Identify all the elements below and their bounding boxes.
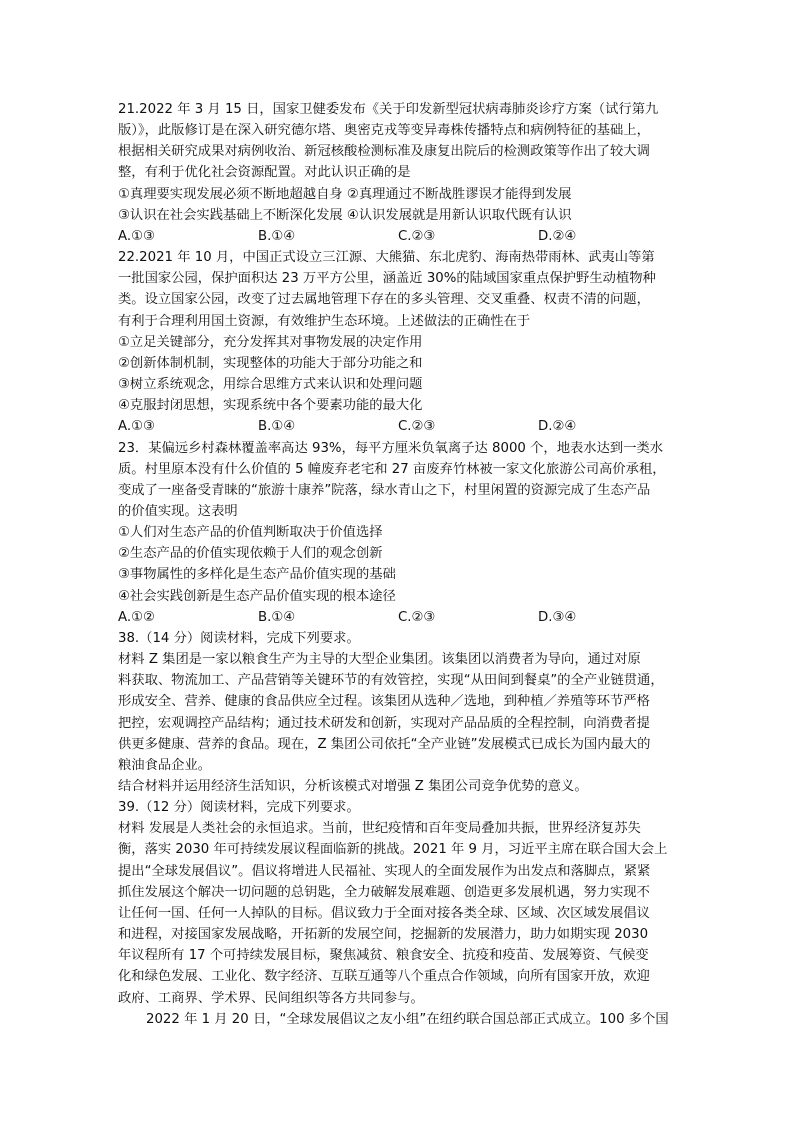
material-line: 政府、工商界、学术界、民间组织等各方共同参与。 [118, 990, 424, 1006]
question-stem-line: 版）》，此版修订是在深入研究德尔塔、奥密克戎等变异毒株传播特点和病例特征的基础上， [118, 123, 650, 139]
option-d: D.②④ [538, 228, 577, 244]
statement-line: ③树立系统观念，用综合思维方式来认识和处理问题 [118, 377, 423, 393]
statement-line: ④社会实践创新是生态产品价值实现的根本途径 [118, 588, 396, 604]
option-a: A.①② [118, 609, 155, 625]
option-a: A.①③ [118, 228, 155, 244]
option-c: C.②③ [398, 609, 436, 625]
option-c: C.②③ [398, 228, 436, 244]
question-header: 38.（14 分）阅读材料，完成下列要求。 [118, 630, 360, 646]
material-line: 粮油食品企业。 [118, 757, 212, 773]
question-stem-line: 的价值实现。这表明 [118, 503, 238, 519]
option-b: B.①④ [258, 419, 296, 435]
statement-line: ②创新体制机制，实现整体的功能大于部分功能之和 [118, 355, 423, 371]
option-b: B.①④ [258, 228, 296, 244]
statement-line: ②生态产品的价值实现依赖于人们的观念创新 [118, 546, 383, 562]
material-line: 材料 Z 集团是一家以粮食生产为主导的大型企业集团。该集团以消费者为导向，通过对原 [118, 652, 641, 668]
question-23 [118, 438, 678, 628]
statement-line: ③认识在社会实践基础上不断深化发展 ④认识发展就是用新认识取代既有认识 [118, 207, 572, 223]
question-stem-line: 整，有利于优化社会资源配置。对此认识正确的是 [118, 165, 411, 181]
material-line: 料获取、物流加工、产品营销等关键环节的有效管控，实现“从田间到餐桌”的全产业链贯通， [118, 673, 664, 689]
question-39 [118, 797, 678, 1030]
answer-options [118, 226, 678, 247]
statement-line: ①人们对生态产品的价值判断取决于价值选择 [118, 525, 383, 541]
material-line: 年议程所有 17 个可持续发展目标，聚焦减贫、粮食安全、抗疫和疫苗、发展筹资、气候变 [118, 948, 649, 964]
answer-options [118, 416, 678, 437]
exam-page [118, 99, 678, 1030]
option-b: B.①④ [258, 609, 296, 625]
option-d: D.③④ [538, 609, 577, 625]
material-line: 和进程，对接国家发展战略，开拓新的发展空间，挖掘新的发展潜力，助力如期实现 2030 [118, 927, 649, 943]
question-stem-line: 变成了一座备受青睐的“旅游十康养”院落，绿水青山之下，村里闲置的资源完成了生态产品 [118, 482, 651, 498]
statement-line: ①立足关键部分，充分发挥其对事物发展的决定作用 [118, 334, 423, 350]
statement-line: ④克服封闭思想，实现系统中各个要素功能的最大化 [118, 398, 423, 414]
question-header: 39.（12 分）阅读材料，完成下列要求。 [118, 800, 360, 816]
question-stem-line: 22.2021 年 10 月，中国正式设立三江源、大熊猫、东北虎豹、海南热带雨林、武夷山等第 [118, 250, 655, 266]
material-line: 供更多健康、营养的食品。现在，Z 集团公司依托“全产业链”发展模式已成长为国内最大的 [118, 736, 651, 752]
question-stem-line: 21.2022 年 3 月 15 日，国家卫健委发布《关于印发新型冠状病毒肺炎诊疗方案（试行第九 [118, 102, 659, 117]
statement-line: ①真理要实现发展必须不断地超越自身 ②真理通过不断战胜谬误才能得到发展 [118, 186, 572, 202]
material-line: 把控，宏观调控产品结构；通过技术研发和创新，实现对产品品质的全程控制，向消费者提 [118, 715, 650, 731]
question-38 [118, 628, 678, 797]
question-21 [118, 99, 678, 247]
question-stem-line: 根据相关研究成果对病例收治、新冠核酸检测标准及康复出院后的检测政策等作出了较大调 [118, 144, 650, 160]
option-d: D.②④ [538, 419, 577, 435]
material-line: 抓住发展这个解决一切问题的总钥匙，全力破解发展难题、创造更多发展机遇，努力实现不 [118, 884, 650, 900]
material-line: 让任何一国、任何一人掉队的目标。倡议致力于全面对接各类全球、区域、次区域发展倡议 [118, 905, 650, 921]
question-stem-line: 类。设立国家公园，改变了过去属地管理下存在的多头管理、交叉重叠、权责不清的问题， [118, 292, 650, 308]
material-line: 提出“全球发展倡议”。倡议将增进人民福祉、实现人的全面发展作为出发点和落脚点，紧紧 [118, 863, 651, 879]
question-stem-line: 23．某偏远乡村森林覆盖率高达 93%，每平方厘米负氧离子达 8000 个，地表水达到一类水 [118, 440, 664, 456]
statement-line: ③事物属性的多样化是生态产品价值实现的基础 [118, 567, 396, 583]
answer-options [118, 607, 678, 628]
question-stem-line: 质。村里原本没有什么价值的 5 幢废弃老宅和 27 亩废弃竹林被一家文化旅游公司高价承租， [118, 461, 666, 477]
option-c: C.②③ [398, 419, 436, 435]
material-line: 材料 发展是人类社会的永恒追求。当前，世纪疫情和百年变局叠加共振，世界经济复苏失 [118, 821, 641, 837]
option-a: A.①③ [118, 419, 155, 435]
question-task: 结合材料并运用经济生活知识，分析该模式对增强 Z 集团公司竞争优势的意义。 [118, 779, 588, 794]
material-paragraph: 2022 年 1 月 20 日，“全球发展倡议之友小组”在纽约联合国总部正式成立。100 多个国 [146, 1011, 669, 1027]
material-line: 衡，落实 2030 年可持续发展议程面临新的挑战。2021 年 9 月，习近平主席在联合国大会上 [118, 842, 668, 858]
question-stem-line: 有利于合理利用国土资源，有效维护生态环境。上述做法的正确性在于 [118, 313, 531, 329]
question-stem-line: 一批国家公园，保护面积达 23 万平方公里，涵盖近 30%的陆域国家重点保护野生动植物种 [118, 271, 656, 287]
question-22 [118, 247, 678, 437]
material-line: 化和绿色发展、工业化、数字经济、互联互通等八个重点合作领域，向所有国家开放，欢迎 [118, 969, 650, 985]
material-line: 形成安全、营养、健康的食品供应全过程。该集团从选种／选地，到种植／养殖等环节严格 [118, 694, 650, 710]
